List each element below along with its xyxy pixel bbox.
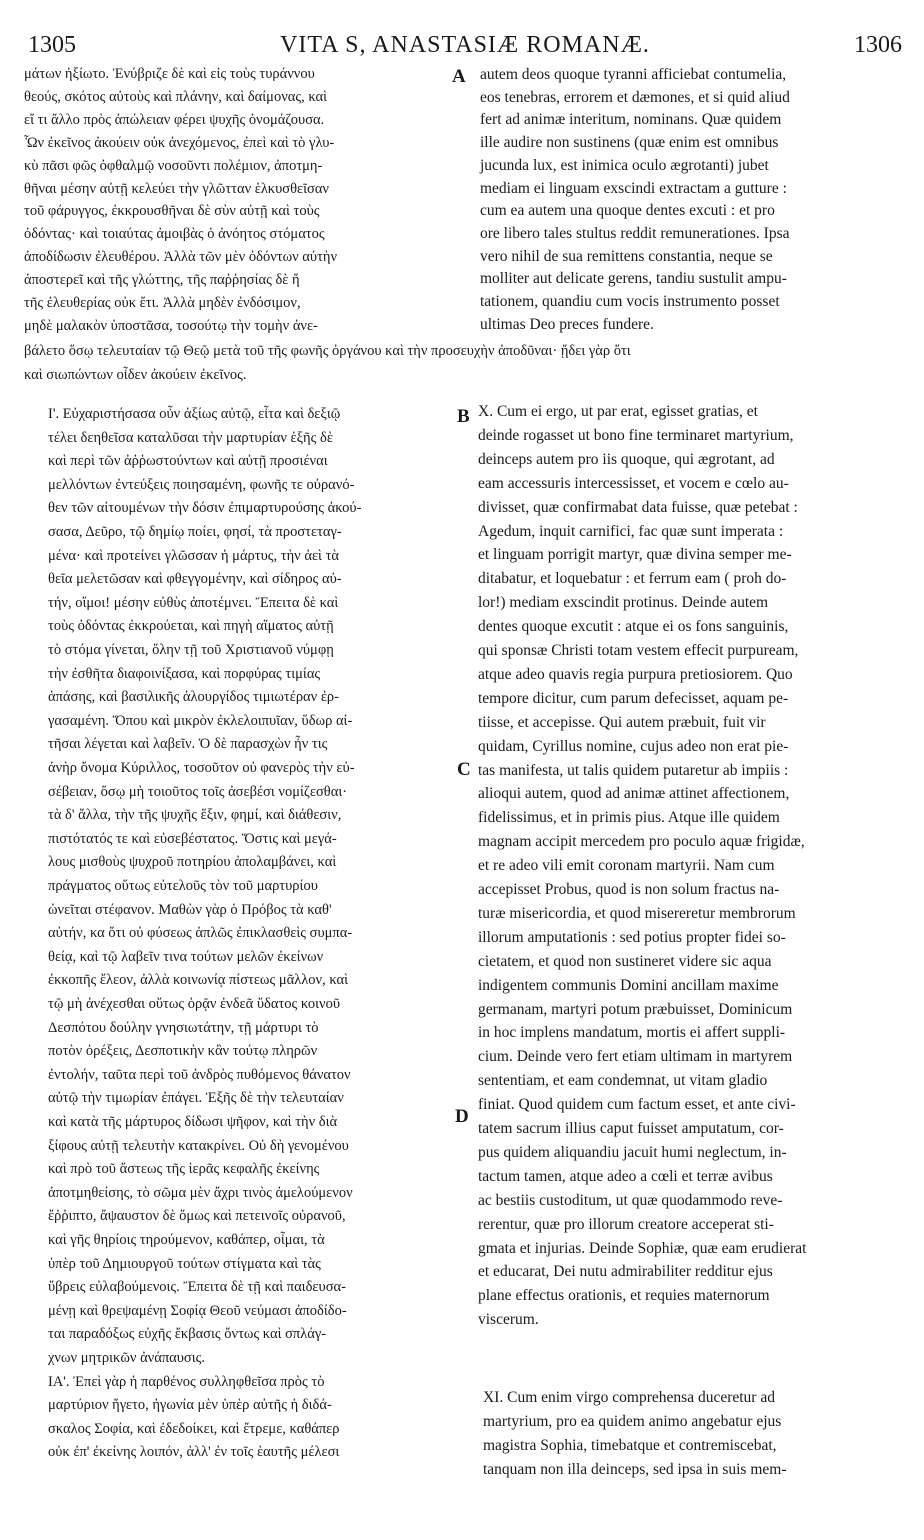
text-line: tationem, quandiu cum vocis instrumento posset — [480, 293, 780, 310]
text-line: καὶ κατὰ τῆς μάρτυρος δίδωσι ψῆφον, καὶ τὴν διὰ — [48, 1114, 338, 1130]
text-line: αὐτήν, κα ὅτι οὐ φύσεως ἁπλῶς ἐπικλασθεὶς συμπα- — [48, 925, 353, 942]
text-line: plane effectus orationis, et requies maternorum — [478, 1287, 770, 1305]
text-line: cum ea autem una quoque dentes excuti : et pro — [480, 202, 775, 220]
text-line: ultimas Deo preces fundere. — [480, 315, 654, 333]
text-line: καὶ πρὸ τοῦ ἄστεως τῆς ἱερᾶς κεφαλῆς ἐκείνης — [48, 1161, 320, 1178]
text-line: μένῃ καὶ θρεψαμένῃ Σοφίᾳ Θεοῦ νεύμασι ἀποδίδο- — [48, 1302, 347, 1319]
text-line: alioqui autem, quod ad animæ attinet affectionem, — [478, 785, 790, 803]
text-line: σκαλος Σοφία, καὶ ἐδεδοίκει, καὶ ἔτρεμε, καθάπερ — [48, 1420, 340, 1437]
text-line: καὶ σιωπώντων οἶδεν ἀκούειν ἐκεῖνος. — [24, 367, 247, 383]
text-line: τὰ δ' ἄλλα, τὴν τῆς ψυχῆς ἕξιν, φημί, καὶ διάθεσιν, — [48, 807, 342, 824]
text-line: autem deos quoque tyranni afficiebat contumelia, — [480, 66, 787, 83]
text-line: τοὺς ὀδόντας ἐκκρούεται, καὶ πηγὴ αἵματος αὐτῇ — [48, 618, 334, 635]
text-line: dentes quoque excutit : atque ei os fons sanguinis, — [478, 618, 789, 636]
text-line: ἐκκοπῆς ἔλεον, ἀλλὰ κοινωνίᾳ πίστεως μᾶλλον, καὶ — [48, 972, 348, 989]
text-line: ἀποδίδωσιν ἐλευθέρου. Ἀλλὰ τῶν μὲν ὀδόντων αὐτὴν — [24, 249, 338, 266]
text-line: σέβειαν, ὅσῳ μὴ τοιοῦτος τοῖς ἀσεβέσι νομίζεσθαι· — [48, 783, 348, 800]
text-line: τοῦ φάρυγγος, ἐκκρουσθῆναι δὲ σὺν αὐτῇ καὶ τοὺς — [24, 203, 320, 220]
text-line: cietatem, et quod non sustineret videre sic aqua — [478, 952, 772, 970]
text-line: πιστότατός τε καὶ εὐσεβέστατος. Ὅστις καὶ μεγά- — [48, 830, 337, 847]
text-line: θεῖα μελετῶσαν καὶ φθεγγομένην, καὶ σίδηρος αὐ- — [48, 571, 342, 588]
text-line: τῆς ἐλευθερίας οὐκ ἔτι. Ἀλλὰ μηδὲν ἐνδόσιμον, — [24, 295, 301, 311]
text-line: οὐκ ἐπ' ἐκείνης λοιπόν, ἀλλ' ἐν τοῖς ἑαυτῆς μέλεσι — [48, 1444, 340, 1461]
text-line: χνων μητρικῶν ἀνάπαυσις. — [48, 1350, 206, 1366]
text-line: XI. Cum enim virgo comprehensa duceretur ad — [483, 1389, 775, 1406]
text-line: τὴν ἐσθῆτα διαφοινίξασα, καὶ πορφύρας τιμίας — [48, 665, 321, 682]
text-line: tactum tamen, atque adeo a cœli et terræ avibus — [478, 1167, 773, 1185]
text-line: ore libero tales stultus reddit remunerationes. Ipsa — [480, 224, 790, 242]
margin-marker-b: B — [457, 406, 470, 427]
text-line: illorum amputationis : sed potius propter fidei so- — [478, 928, 786, 946]
text-line: eam accessuris intercessisset, et vocem e cœlo au- — [478, 474, 789, 492]
text-line: divisset, quæ confirmabat data fuisse, quæ petebat : — [478, 498, 798, 516]
text-line: ποτὸν ὀρέξεις, Δεσποτικὴν κἂν τούτῳ πληρῶν — [48, 1043, 318, 1060]
text-line: ἀποτμηθείσης, τὸ σῶμα μὲν ἄχρι τινὸς ἀμελούμενον — [48, 1184, 353, 1201]
running-title: VITA S, ANASTASIÆ ROMANÆ. — [280, 32, 650, 58]
text-line: indigentem communis Domini ancillam maxime — [478, 976, 779, 994]
text-line: ἀνὴρ ὄνομα Κύριλλος, τοσοῦτον οὐ φανερὸς τὴν εὐ- — [48, 760, 355, 776]
text-line: Agedum, inquit carnifici, fac quæ sunt imperata : — [478, 522, 784, 540]
text-line: accepisset Probus, quod is non solum fractus na- — [478, 881, 780, 898]
text-line: X. Cum ei ergo, ut par erat, egisset gratias, et — [478, 403, 758, 420]
text-line: μένα· καὶ προτείνει γλῶσσαν ἡ μάρτυς, τὴν ἀεὶ τὰ — [48, 547, 339, 564]
text-line: jucunda lux, est inimica oculo ægrotanti) jubet — [480, 156, 769, 174]
text-line: ξίφους αὐτῇ τελευτὴν κατακρίνει. Οὐ δὴ γενομένου — [48, 1137, 349, 1154]
text-line: vero nihil de sua remittens constantia, neque se — [480, 247, 773, 265]
text-line: ΙΑ'. Ἐπεὶ γὰρ ἡ παρθένος συλληφθεῖσα πρὸς τὸ — [48, 1373, 325, 1390]
text-line: et re adeo vili emit coronam martyrii. Nam cum — [478, 857, 775, 875]
text-line: πράγματος οὕτως εὐτελοῦς τὸν τοῦ μαρτυρίου — [48, 878, 318, 894]
text-line: fert ad animæ interitum, nominans. Quæ quidem — [480, 111, 782, 129]
text-line: μάτων ἠξίωτο. Ἐνύβριζε δὲ καὶ εἰς τοὺς τυράννου — [24, 66, 315, 82]
text-line: molliter aut delicate gerens, tandiu sustulit ampu- — [480, 270, 787, 288]
text-line: finiat. Quod quidem cum factum esset, et ante civi- — [478, 1096, 796, 1114]
text-line: γασαμένη. Ὅπου καὶ μικρὸν ἐκλελοιπυῖαν, ὕδωρ αἰ- — [48, 712, 353, 729]
text-line: viscerum. — [478, 1311, 539, 1329]
text-line: θῆναι μέσην αὐτῇ κελεύει τὴν γλῶτταν ἑλκυσθεῖσαν — [24, 180, 329, 197]
text-line: atque adeo quavis regia purpura pretiosiorem. Quo — [478, 665, 793, 683]
text-line: et educarat, Dei nutu admirabiliter redditur ejus — [478, 1263, 773, 1281]
text-line: Ὧν ἐκεῖνος ἀκούειν οὐκ ἀνεχόμενος, ἐπεὶ καὶ τὸ γλυ- — [24, 134, 335, 151]
text-line: τῆσαι λέγεται καὶ λαβεῖν. Ὁ δὲ παρασχὼν ἦν τις — [48, 736, 328, 753]
text-line: ὠνεῖται στέφανον. Μαθὼν γὰρ ὁ Πρόβος τὰ καθ' — [48, 901, 332, 918]
text-line: θείᾳ, καὶ τῷ λαβεῖν τινα τούτων μελῶν ἐκείνων — [48, 948, 324, 965]
text-line: turæ misericordia, et quod misereretur membrorum — [478, 904, 796, 922]
text-line: cium. Deinde vero fert etiam ultimam in martyrem — [478, 1048, 793, 1066]
text-line: quidam, Cyrillus nomine, cujus adeo non erat pie- — [478, 737, 789, 755]
text-line: ditabatur, et loquebatur : et ferrum eam ( proh do- — [478, 570, 787, 588]
text-line: τὸ στόμα γίνεται, ὅλην τῇ τοῦ Χριστιανοῦ νύμφῃ — [48, 642, 334, 658]
text-line: in hoc implens mandatum, mortis ei affert suppli- — [478, 1024, 786, 1042]
text-line: ἀποστερεῖ καὶ τῆς γλώττης, τῆς παῤῥησίας δὲ ἤ — [24, 272, 300, 289]
text-line: μαρτύριον ἤγετο, ἠγωνία μὲν ὑπὲρ αὐτῆς ἡ διδά- — [48, 1397, 332, 1414]
text-line: ἔῤῥιπτο, ἄψαυστον δὲ ὅμως καὶ πετεινοῖς οὐρανοῦ, — [48, 1208, 346, 1225]
text-line: tanquam non illa deinceps, sed ipsa in suis mem- — [483, 1461, 787, 1478]
margin-marker-c: C — [457, 759, 471, 780]
text-line: τήν, οἴμοι! μέσην εὐθὺς ἀποτέμνει. Ἔπειτα δὲ καὶ — [48, 594, 339, 611]
text-line: magistra Sophia, timebatque et contremiscebat, — [483, 1437, 777, 1454]
text-line: martyrium, pro ea quidem animo angebatur ejus — [483, 1413, 782, 1430]
text-line: ται παραδόξως εὐχῆς ἔκβασις ὄντως καὶ σπλάγ- — [48, 1326, 327, 1343]
text-line: τέλει δεηθεῖσα καταλῦσαι τὴν μαρτυρίαν ἑξῆς δὲ — [48, 429, 333, 446]
margin-marker-d: D — [455, 1106, 469, 1127]
text-line: καὶ γῆς θηρίοις τηρούμενον, καθάπερ, οἶμαι, τὰ — [48, 1232, 325, 1248]
text-line: lor!) mediam exscindit protinus. Deinde autem — [478, 594, 769, 612]
text-line: ἁπάσης, καὶ βασιλικῆς ἁλουργίδος τιμιωτέραν ἐρ- — [48, 689, 339, 706]
text-line: germanam, martyri potum præbuisset, Dominicum — [478, 1000, 793, 1018]
text-line: κὺ πᾶσι φῶς ὀφθαλμῷ νοσοῦντι πολέμιον, ἀποτμη- — [24, 157, 323, 174]
text-line: sententiam, et eam condemnat, ut vitam gladio — [478, 1072, 768, 1090]
text-line: ille audire non sustinens (quæ enim est omnibus — [480, 134, 779, 152]
page-number-right: 1306 — [854, 32, 902, 58]
text-line: fidelissimus, et in primis pius. Atque ille quidem — [478, 809, 780, 827]
text-line: αὐτῷ τὴν τιμωρίαν ἐπάγει. Ἑξῆς δὲ τὴν τελευταίαν — [48, 1090, 344, 1107]
text-line: et linguam porrigit martyr, quæ divina semper me- — [478, 546, 792, 564]
text-line: rerentur, quæ pro illorum creatore acceperat sti- — [478, 1215, 774, 1233]
text-line: magnam accipit mercedem pro poculo aquæ frigidæ, — [478, 833, 805, 851]
text-line: deinde rogasset ut bono fine terminaret martyrium, — [478, 426, 794, 444]
text-line: θεν τῶν αἰτουμένων τὴν δόσιν ἐπιμαρτυρούσης ἀκού- — [48, 500, 362, 517]
text-line: μηδὲ μαλακὸν ὑποστᾶσα, τοσούτῳ τὴν τομὴν ἀνε- — [24, 317, 318, 334]
page-header — [28, 32, 902, 62]
page-number-left: 1305 — [28, 32, 76, 58]
text-line: pus quidem aliquandiu jacuit humi neglectum, in- — [478, 1143, 787, 1161]
text-line: ἐντολήν, ταῦτα περὶ τοῦ ἀνδρὸς πυθόμενος θάνατον — [48, 1066, 351, 1083]
text-line: μελλόντων ἐντεύξεις ποιησαμένη, φωνῆς τε οὐρανό- — [48, 476, 355, 493]
text-line: σασα, Δεῦρο, τῷ δημίῳ ποίει, φησί, τὰ προστεταγ- — [48, 524, 342, 540]
text-line: ὕβρεις εὐλαβούμενοις. Ἔπειτα δὲ τῇ καὶ παιδευσα- — [48, 1279, 346, 1296]
text-line: qui sponsæ Christi totam vestem effecit purpuream, — [478, 642, 799, 659]
text-line: ὀδόντας· καὶ τοιαύτας ἀμοιβὰς ὁ ἀνόητος στόματος — [24, 226, 325, 243]
text-line: βάλετο ὅσῳ τελευταίαν τῷ Θεῷ μετὰ τοῦ τῆς φωνῆς ὀργάνου καὶ τὴν προσευχὴν ἀποδῦναι· ᾔδει γὰρ ὅτι — [24, 343, 631, 359]
text-line: tiisse, et accepisse. Qui autem præbuit, fuit vir — [478, 713, 766, 731]
text-line: καὶ περὶ τῶν ἀῤῥωστούντων καὶ αὐτῇ προσιέναι — [48, 453, 328, 470]
text-line: εἴ τι ἄλλο πρὸς ἀπώλειαν φέρει ψυχῆς ὀνομάζουσα. — [24, 111, 325, 128]
text-line: Δεσπότου δούλην γνησιωτάτην, τῇ μάρτυρι τὸ — [48, 1019, 319, 1036]
text-line: tas manifesta, ut talis quidem putaretur ab impiis : — [478, 761, 789, 779]
text-line: eos tenebras, errorem et dæmones, et si quid aliud — [480, 88, 790, 106]
margin-marker-a: A — [452, 66, 466, 87]
text-line: λους μισθοὺς ψυχροῦ ποτηρίου ἀπολαμβάνει, καὶ — [48, 854, 337, 871]
text-line: τῷ μὴ ἀνέχεσθαι οὕτως ὁρᾷν ἐνδεᾶ ὕδατος κοινοῦ — [48, 996, 341, 1012]
text-line: tempore dicitur, cum parum defecisset, aquam pe- — [478, 689, 789, 707]
text-line: θεούς, σκότος αὐτοὺς καὶ πλάνην, καὶ δαίμονας, καὶ — [24, 88, 328, 105]
text-line: tatem sacrum illius caput fuisset amputatum, cor- — [478, 1120, 784, 1137]
text-line: ὑπὲρ τοῦ Δημιουργοῦ τούτων στίγματα καὶ τὰς — [48, 1255, 321, 1272]
text-line: mediam ei linguam exscindi extractam a gutture : — [480, 179, 787, 197]
text-line: ac bestiis custoditum, ut quæ quodammodo reve- — [478, 1191, 783, 1209]
text-line: deinceps autem pro iis quoque, qui ægrotant, ad — [478, 450, 775, 468]
text-line: gmata et injurias. Deinde Sophiæ, quæ eam erudierat — [478, 1239, 807, 1257]
text-line: Ι'. Εὐχαριστήσασα οὖν ἀξίως αὐτῷ, εἶτα καὶ δεξιῷ — [48, 406, 341, 422]
